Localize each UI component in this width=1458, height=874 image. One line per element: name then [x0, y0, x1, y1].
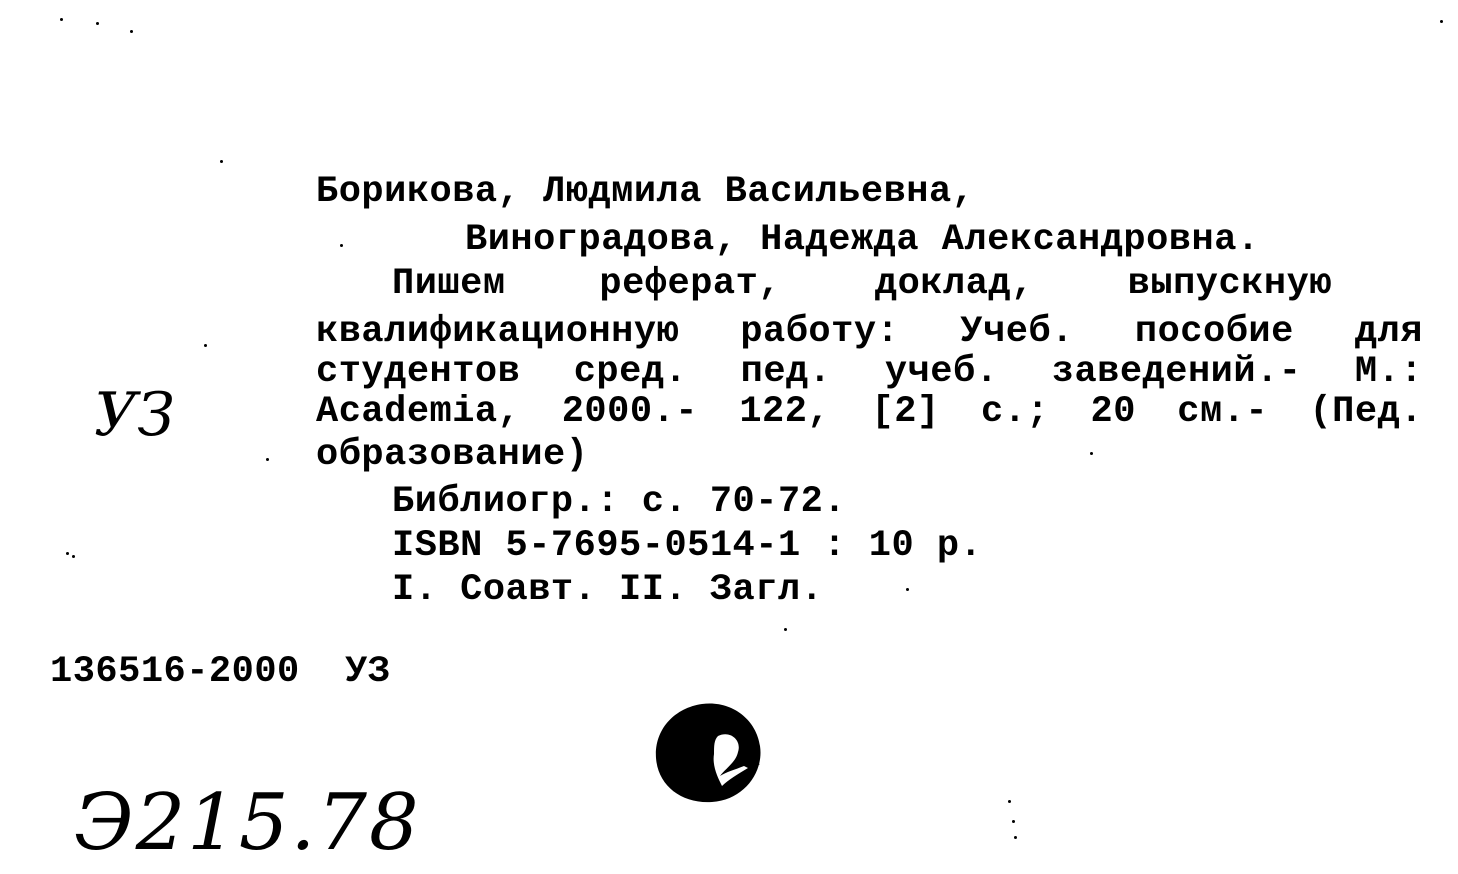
title-line-5: образование): [316, 434, 589, 476]
bibliography-note: Библиогр.: с. 70-72.: [392, 481, 847, 523]
ink-blot-stamp: [652, 700, 764, 804]
title-line-3: студентов сред. пед. учеб. заведений.- М.:: [316, 351, 1423, 393]
title-line-2: квалификационную работу: Учеб. пособие для: [316, 311, 1423, 353]
title-line-4: Academia, 2000.- 122, [2] с.; 20 см.- (Пед.: [316, 391, 1423, 433]
author-line: Борикова, Людмила Васильевна,: [316, 171, 975, 213]
title-line-1: Пишем реферат, доклад, выпускную: [392, 263, 1332, 305]
handwritten-shelf-mark: УЗ: [94, 380, 175, 450]
card-number: 136516-2000 УЗ: [50, 651, 391, 693]
handwritten-inventory-number: Э215.78: [74, 778, 421, 868]
coauthor-line: Виноградова, Надежда Александровна.: [465, 219, 1260, 261]
tracings-line: I. Соавт. II. Загл.: [392, 569, 824, 611]
isbn-line: ISBN 5-7695-0514-1 : 10 р.: [392, 525, 983, 567]
